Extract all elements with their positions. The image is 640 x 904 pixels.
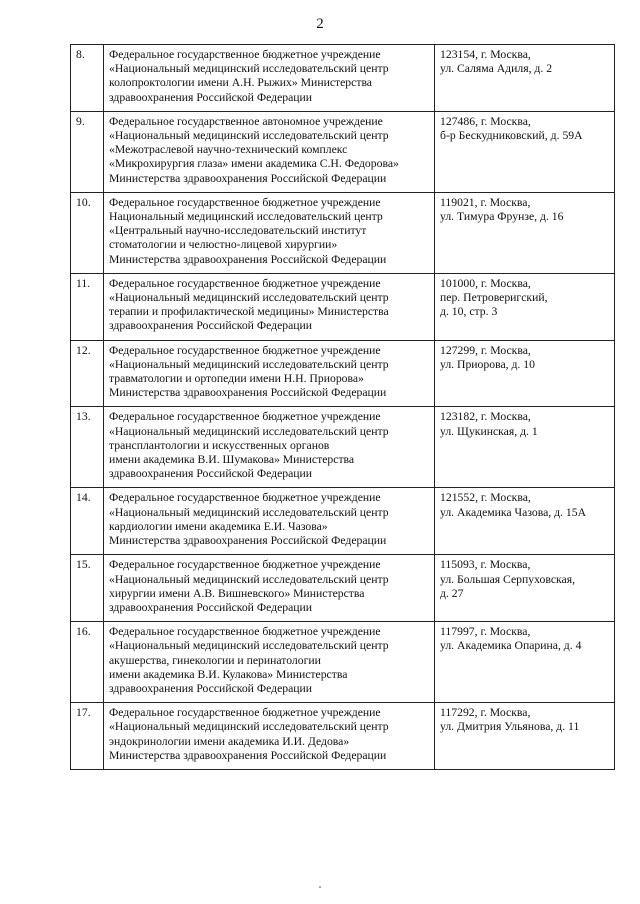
institution-name-cell — [104, 111, 435, 192]
institution-name-line: Федеральное государственное бюджетное учреждение — [109, 195, 381, 209]
institution-name-line: «Национальный медицинский исследовательский центр — [109, 572, 389, 586]
row-number: 15. — [71, 555, 104, 622]
institution-name-line: Федеральное государственное бюджетное учреждение — [109, 343, 381, 357]
institution-name-line: «Микрохирургия глаза» имени академика С.Н. Федорова» — [109, 157, 399, 171]
table-row — [71, 340, 615, 407]
row-number: 16. — [71, 622, 104, 703]
institution-name-line: «Национальный медицинский исследовательский центр — [109, 424, 389, 438]
institution-name-cell — [104, 555, 435, 622]
institution-name-line: акушерства, гинекологии и перинатологии — [109, 653, 321, 667]
address-line: д. 10, стр. 3 — [440, 305, 498, 319]
row-number: 14. — [71, 488, 104, 555]
address-line: ул. Тимура Фрунзе, д. 16 — [440, 210, 564, 224]
institution-name-line: Министерства здравоохранения Российской Федерации — [109, 252, 387, 266]
scan-speck — [319, 886, 321, 888]
address-line: ул. Академика Чазова, д. 15А — [440, 505, 587, 519]
row-number: 9. — [71, 111, 104, 192]
institution-name-line: здравоохранения Российской Федерации — [109, 600, 313, 614]
institution-name-line: имени академика В.И. Кулакова» Министерства — [109, 667, 348, 681]
address-line: ул. Академика Опарина, д. 4 — [440, 639, 582, 653]
table-body — [71, 45, 615, 770]
institution-name-cell — [104, 703, 435, 770]
address-cell — [435, 555, 615, 622]
address-cell — [435, 111, 615, 192]
address-line: 121552, г. Москва, — [440, 491, 531, 505]
address-cell — [435, 488, 615, 555]
institution-name-line: колопроктологии имени А.Н. Рыжих» Министерства — [109, 76, 372, 90]
institution-name-line: «Центральный научно-исследовательский институт — [109, 224, 367, 238]
address-line: ул. Приорова, д. 10 — [440, 357, 535, 371]
row-number: 8. — [71, 45, 104, 112]
address-line: 119021, г. Москва, — [440, 195, 531, 209]
institution-name-cell — [104, 273, 435, 340]
institution-name-line: «Национальный медицинский исследовательский центр — [109, 505, 389, 519]
row-number: 13. — [71, 407, 104, 488]
institution-name-cell — [104, 488, 435, 555]
institution-name-line: трансплантологии и искусственных органов — [109, 438, 330, 452]
institution-name-line: «Национальный медицинский исследовательский центр — [109, 720, 389, 734]
address-line: б-р Бескудниковский, д. 59А — [440, 129, 583, 143]
address-line: 127299, г. Москва, — [440, 343, 531, 357]
institution-name-cell — [104, 45, 435, 112]
institution-name-line: Министерства здравоохранения Российской Федерации — [109, 748, 387, 762]
institutions-table — [70, 44, 615, 770]
address-line: 115093, г. Москва, — [440, 558, 531, 572]
institution-name-cell — [104, 340, 435, 407]
row-number: 10. — [71, 192, 104, 273]
institution-name-line: Федеральное государственное бюджетное учреждение — [109, 491, 381, 505]
institution-name-line: Министерства здравоохранения Российской Федерации — [109, 171, 387, 185]
institution-name-line: здравоохранения Российской Федерации — [109, 467, 313, 481]
address-line: 127486, г. Москва, — [440, 114, 531, 128]
institution-name-line: травматологии и ортопедии имени Н.Н. Приорова» — [109, 372, 364, 386]
institution-name-line: Федеральное государственное бюджетное учреждение — [109, 625, 381, 639]
institution-name-line: эндокринологии имени академика И.И. Дедова» — [109, 734, 350, 748]
address-line: 117292, г. Москва, — [440, 706, 531, 720]
address-cell — [435, 622, 615, 703]
institution-name-line: стоматологии и челюстно-лицевой хирургии» — [109, 238, 338, 252]
address-cell — [435, 407, 615, 488]
address-line: ул. Большая Серпуховская, — [440, 572, 575, 586]
institution-name-line: Национальный медицинский исследовательский центр — [109, 210, 383, 224]
institution-name-line: Министерства здравоохранения Российской Федерации — [109, 386, 387, 400]
institution-name-line: «Национальный медицинский исследовательский центр — [109, 129, 389, 143]
address-cell — [435, 192, 615, 273]
address-cell — [435, 340, 615, 407]
table-row — [71, 622, 615, 703]
institution-name-line: «Национальный медицинский исследовательский центр — [109, 357, 389, 371]
institution-name-line: хирургии имени А.В. Вишневского» Министерства — [109, 586, 365, 600]
institution-name-line: Федеральное государственное бюджетное учреждение — [109, 48, 381, 61]
address-line: д. 27 — [440, 586, 464, 600]
address-line: 101000, г. Москва, — [440, 276, 531, 290]
institution-name-line: здравоохранения Российской Федерации — [109, 90, 313, 104]
address-cell — [435, 703, 615, 770]
table-row — [71, 555, 615, 622]
table-row — [71, 703, 615, 770]
institution-name-line: терапии и профилактической медицины» Министерства — [109, 305, 389, 319]
table-row — [71, 192, 615, 273]
page-number: 2 — [316, 16, 324, 32]
table-row — [71, 45, 615, 112]
institution-name-line: Федеральное государственное бюджетное учреждение — [109, 558, 381, 572]
institution-name-line: Федеральное государственное бюджетное учреждение — [109, 706, 381, 720]
institution-name-line: Министерства здравоохранения Российской Федерации — [109, 534, 387, 548]
address-line: 123182, г. Москва, — [440, 410, 531, 424]
institution-name-line: «Национальный медицинский исследовательский центр — [109, 291, 389, 305]
institution-name-line: «Межотраслевой научно-технический комплекс — [109, 143, 348, 157]
address-line: ул. Дмитрия Ульянова, д. 11 — [440, 720, 580, 734]
address-line: 117997, г. Москва, — [440, 625, 531, 639]
institution-name-cell — [104, 407, 435, 488]
institution-name-line: Федеральное государственное бюджетное учреждение — [109, 276, 381, 290]
address-line: ул. Саляма Адиля, д. 2 — [440, 62, 553, 76]
table-row — [71, 111, 615, 192]
institution-name-line: здравоохранения Российской Федерации — [109, 681, 313, 695]
institution-name-cell — [104, 622, 435, 703]
address-cell — [435, 45, 615, 112]
row-number: 12. — [71, 340, 104, 407]
institution-name-line: Федеральное государственное бюджетное учреждение — [109, 410, 381, 424]
institution-name-line: «Национальный медицинский исследовательский центр — [109, 639, 389, 653]
institution-name-line: «Национальный медицинский исследовательский центр — [109, 62, 389, 76]
address-line: ул. Щукинская, д. 1 — [440, 424, 538, 438]
institution-name-line: Федеральное государственное автономное учреждение — [109, 114, 383, 128]
address-line: 123154, г. Москва, — [440, 48, 531, 61]
row-number: 11. — [71, 273, 104, 340]
institution-name-cell — [104, 192, 435, 273]
institution-name-line: здравоохранения Российской Федерации — [109, 319, 313, 333]
table-row — [71, 488, 615, 555]
address-line: пер. Петроверигский, — [440, 291, 548, 305]
table-row — [71, 407, 615, 488]
row-number: 17. — [71, 703, 104, 770]
institution-name-line: имени академика В.И. Шумакова» Министерства — [109, 453, 355, 467]
table-row — [71, 273, 615, 340]
address-cell — [435, 273, 615, 340]
institution-name-line: кардиологии имени академика Е.И. Чазова» — [109, 519, 328, 533]
